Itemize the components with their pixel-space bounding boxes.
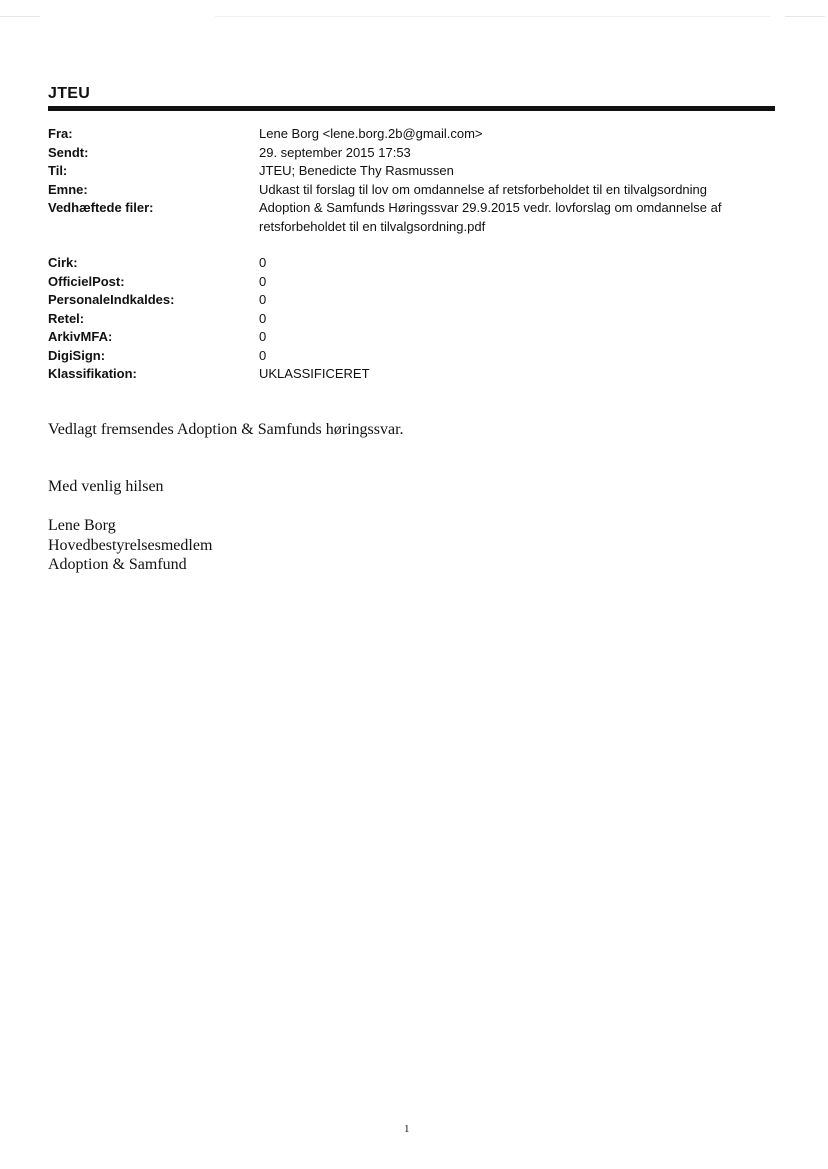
meta-row-classification — [48, 365, 768, 384]
email-signature — [48, 516, 212, 575]
personaleindkaldes-label: PersonaleIndkaldes: — [48, 292, 175, 307]
retel-value: 0 — [259, 310, 267, 326]
email-metadata-table — [48, 125, 768, 384]
digisign-value: 0 — [259, 347, 267, 363]
meta-row-to — [48, 162, 768, 181]
meta-row-retel — [48, 310, 768, 329]
digisign-label: DigiSign: — [48, 347, 106, 363]
officielpost-value: 0 — [259, 273, 267, 289]
classification-value: UKLASSIFICERET — [259, 366, 370, 381]
meta-row-personaleindkaldes — [48, 291, 768, 310]
attachment-name-line-2: retsforbeholdet til en tilvalgsordning.pdf — [259, 218, 486, 234]
attachments-value — [259, 199, 768, 236]
meta-row-attachments — [48, 199, 768, 236]
meta-row-officielpost — [48, 273, 768, 292]
meta-row-subject — [48, 181, 768, 200]
meta-row-from — [48, 125, 768, 144]
email-body-intro: Vedlagt fremsendes Adoption & Samfunds høringssvar. — [48, 421, 404, 438]
attachments-label: Vedhæftede filer: — [48, 200, 154, 215]
scan-artifact-line — [0, 16, 40, 17]
from-value: Lene Borg <lene.borg.2b@gmail.com> — [259, 126, 483, 141]
from-label: Fra: — [48, 126, 73, 141]
arkivmfa-label: ArkivMFA: — [48, 329, 113, 344]
signature-role: Hovedbestyrelsesmedlem — [48, 536, 213, 554]
sent-value: 29. september 2015 17:53 — [259, 144, 411, 160]
arkivmfa-value: 0 — [259, 329, 267, 344]
attachment-name-line-1: Adoption & Samfunds Høringssvar 29.9.2015 vedr. lovforslag om omdannelse af — [259, 200, 722, 215]
meta-row-cirk — [48, 254, 768, 273]
mailbox-title: JTEU — [48, 85, 91, 102]
officielpost-label: OfficielPost: — [48, 273, 125, 289]
cirk-value: 0 — [259, 255, 267, 270]
classification-label: Klassifikation: — [48, 366, 137, 381]
subject-value: Udkast til forslag til lov om omdannelse af retsforbeholdet til en tilvalgsordning — [259, 181, 708, 197]
page-number: 1 — [404, 1123, 410, 1135]
sent-label: Sendt: — [48, 144, 89, 160]
to-value: JTEU; Benedicte Thy Rasmussen — [259, 163, 454, 178]
signature-organization: Adoption & Samfund — [48, 556, 187, 573]
email-greeting: Med venlig hilsen — [48, 478, 164, 495]
scan-artifact-line — [785, 16, 825, 17]
personaleindkaldes-value: 0 — [259, 292, 267, 307]
retel-label: Retel: — [48, 310, 85, 326]
to-label: Til: — [48, 163, 68, 178]
cirk-label: Cirk: — [48, 255, 78, 270]
subject-label: Emne: — [48, 181, 88, 197]
header-divider — [48, 106, 775, 111]
scan-artifact-line — [215, 16, 770, 17]
meta-row-sent — [48, 144, 768, 163]
signature-name: Lene Borg — [48, 517, 116, 534]
meta-row-arkivmfa — [48, 328, 768, 347]
meta-spacer — [48, 236, 768, 254]
meta-row-digisign — [48, 347, 768, 366]
